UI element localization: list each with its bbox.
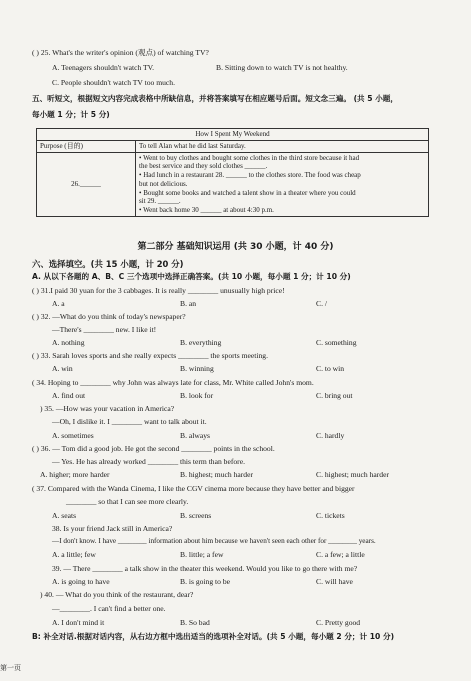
- q35-option-a: A. sometimes: [52, 431, 94, 440]
- table-heading: How I Spent My Weekend: [37, 129, 429, 141]
- q36-option-c: C. highest; much harder: [316, 470, 389, 479]
- q33-option-b: B. winning: [180, 364, 214, 373]
- section5-title: 五、听短文，根据短文内容完成表格中所缺信息，并将答案填写在相应题号后面。短文念三遍。 (共 5 小题，: [32, 94, 398, 103]
- activity-line: • Went to buy clothes and bought some clothes in the third store because it had: [139, 153, 360, 162]
- q39-option-a: A. is going to have: [52, 577, 110, 586]
- q38-option-c: C. a few; a little: [316, 550, 365, 559]
- q35-option-b: B. always: [180, 431, 210, 440]
- q39-stem: 39. — There ________ a talk show in the theater this weekend. Would you like to go there with me?: [52, 564, 358, 573]
- activities-cell: [136, 152, 429, 216]
- activity-line: the best service and they sold clothes ______.: [139, 162, 268, 171]
- q25-option-a: A. Teenagers shouldn't watch TV.: [52, 63, 155, 72]
- q32-option-b: B. everything: [180, 338, 222, 347]
- q33-stem: ( ) 33. Sarah loves sports and she really expects ________ the sports meeting.: [32, 351, 268, 360]
- q32-stem: ( ) 32. —What do you think of today's newspaper?: [32, 312, 186, 321]
- q37-option-c: C. tickets: [316, 511, 345, 520]
- q35-stem: ) 35. —How was your vacation in America?: [40, 404, 175, 413]
- q36-stem-cont: — Yes. He has already worked ________ this term than before.: [52, 457, 245, 466]
- q31-option-b: B. an: [180, 299, 197, 308]
- q40-stem: ) 40. — What do you think of the restaurant, dear?: [40, 590, 194, 599]
- q38-stem-cont: —I don't know. I have ________ information about him because we haven't seen each other for ________ years.: [52, 537, 376, 545]
- q39-option-c: C. will have: [316, 577, 353, 586]
- section6-title: 六、选择填空。(共 15 小题，计 20 分): [32, 259, 184, 269]
- q37-option-a: A. seats: [52, 511, 77, 520]
- activity-line: sit 29. ______.: [139, 197, 181, 206]
- q31-stem: ( ) 31.I paid 30 yuan for the 3 cabbages. It is really ________ unusually high price!: [32, 286, 285, 295]
- q36-option-a: A. higher; more harder: [40, 470, 110, 479]
- q33-option-a: A. win: [52, 364, 73, 373]
- row-26-label: 26.______: [37, 152, 136, 216]
- q40-option-c: C. Pretty good: [316, 618, 361, 627]
- purpose-value: To tell Alan what he did last Saturday.: [136, 140, 429, 152]
- q34-option-c: C. bring out: [316, 391, 353, 400]
- page-number: 第一页: [0, 664, 21, 672]
- q40-option-b: B. So bad: [180, 618, 210, 627]
- section6-sub-a: A. 从以下各题的 A、B、C 三个选项中选择正确答案。(共 10 小题，每小题 1 分；计 10 分): [32, 272, 351, 281]
- q35-stem-cont: —Oh, I dislike it. I ________ want to talk about it.: [52, 417, 207, 426]
- q38-option-b: B. little; a few: [180, 550, 224, 559]
- q25-stem: ( ) 25. What's the writer's opinion (观点) of watching TV?: [32, 48, 209, 57]
- q25-option-b: B. Sitting down to watch TV is not healthy.: [216, 63, 348, 72]
- q38-option-a: A. a little; few: [52, 550, 96, 559]
- q33-option-c: C. to win: [316, 364, 345, 373]
- q38-stem: 38. Is your friend Jack still in America?: [52, 524, 173, 533]
- section5-title-cont: 每小题 1 分；计 5 分): [32, 110, 110, 119]
- section6-sub-b: B: 补全对话.根据对话内容，从右边方框中选出适当的选项补全对话。(共 5 小题，每小题 2 分；计 10 分): [32, 632, 395, 641]
- q32-option-c: C. something: [316, 338, 357, 347]
- q35-option-c: C. hardly: [316, 431, 345, 440]
- q34-stem: ( 34. Hoping to ________ why John was always late for class, Mr. White called John's mom.: [32, 378, 314, 387]
- q25-option-c: C. People shouldn't watch TV too much.: [52, 78, 176, 87]
- q36-option-b: B. highest; much harder: [180, 470, 253, 479]
- q34-option-a: A. find out: [52, 391, 86, 400]
- q37-option-b: B. screens: [180, 511, 212, 520]
- activity-line: but not delicious.: [139, 179, 188, 188]
- q37-stem-cont: ________ so that I can see more clearly.: [66, 497, 189, 506]
- part2-title: 第二部分 基础知识运用 (共 30 小题，计 40 分): [137, 242, 334, 252]
- activity-line: • Bought some books and watched a talent show in a theater where you could: [139, 188, 356, 197]
- purpose-label: Purpose (目的): [37, 140, 136, 152]
- q39-option-b: B. is going to be: [180, 577, 230, 586]
- q36-stem: ( ) 36. — Tom did a good job. He got the second ________ points in the school.: [32, 444, 275, 453]
- activity-line: • Went back home 30 ______ at about 4:30 p.m.: [139, 206, 274, 214]
- q34-option-b: B. look for: [180, 391, 214, 400]
- q32-option-a: A. nothing: [52, 338, 85, 347]
- q31-option-a: A. a: [52, 299, 65, 308]
- q40-stem-cont: —________. I can't find a better one.: [52, 604, 166, 613]
- q37-stem: ( 37. Compared with the Wanda Cinema, I like the CGV cinema more because they have better and bigger: [32, 484, 355, 493]
- q31-option-c: C. /: [316, 299, 327, 308]
- weekend-table: [36, 128, 429, 217]
- q40-option-a: A. I don't mind it: [52, 618, 105, 627]
- q32-stem-cont: —There's ________ new. I like it!: [52, 325, 157, 334]
- activity-line: • Had lunch in a restaurant 28. ______ to the clothes store. The food was cheap: [139, 171, 361, 179]
